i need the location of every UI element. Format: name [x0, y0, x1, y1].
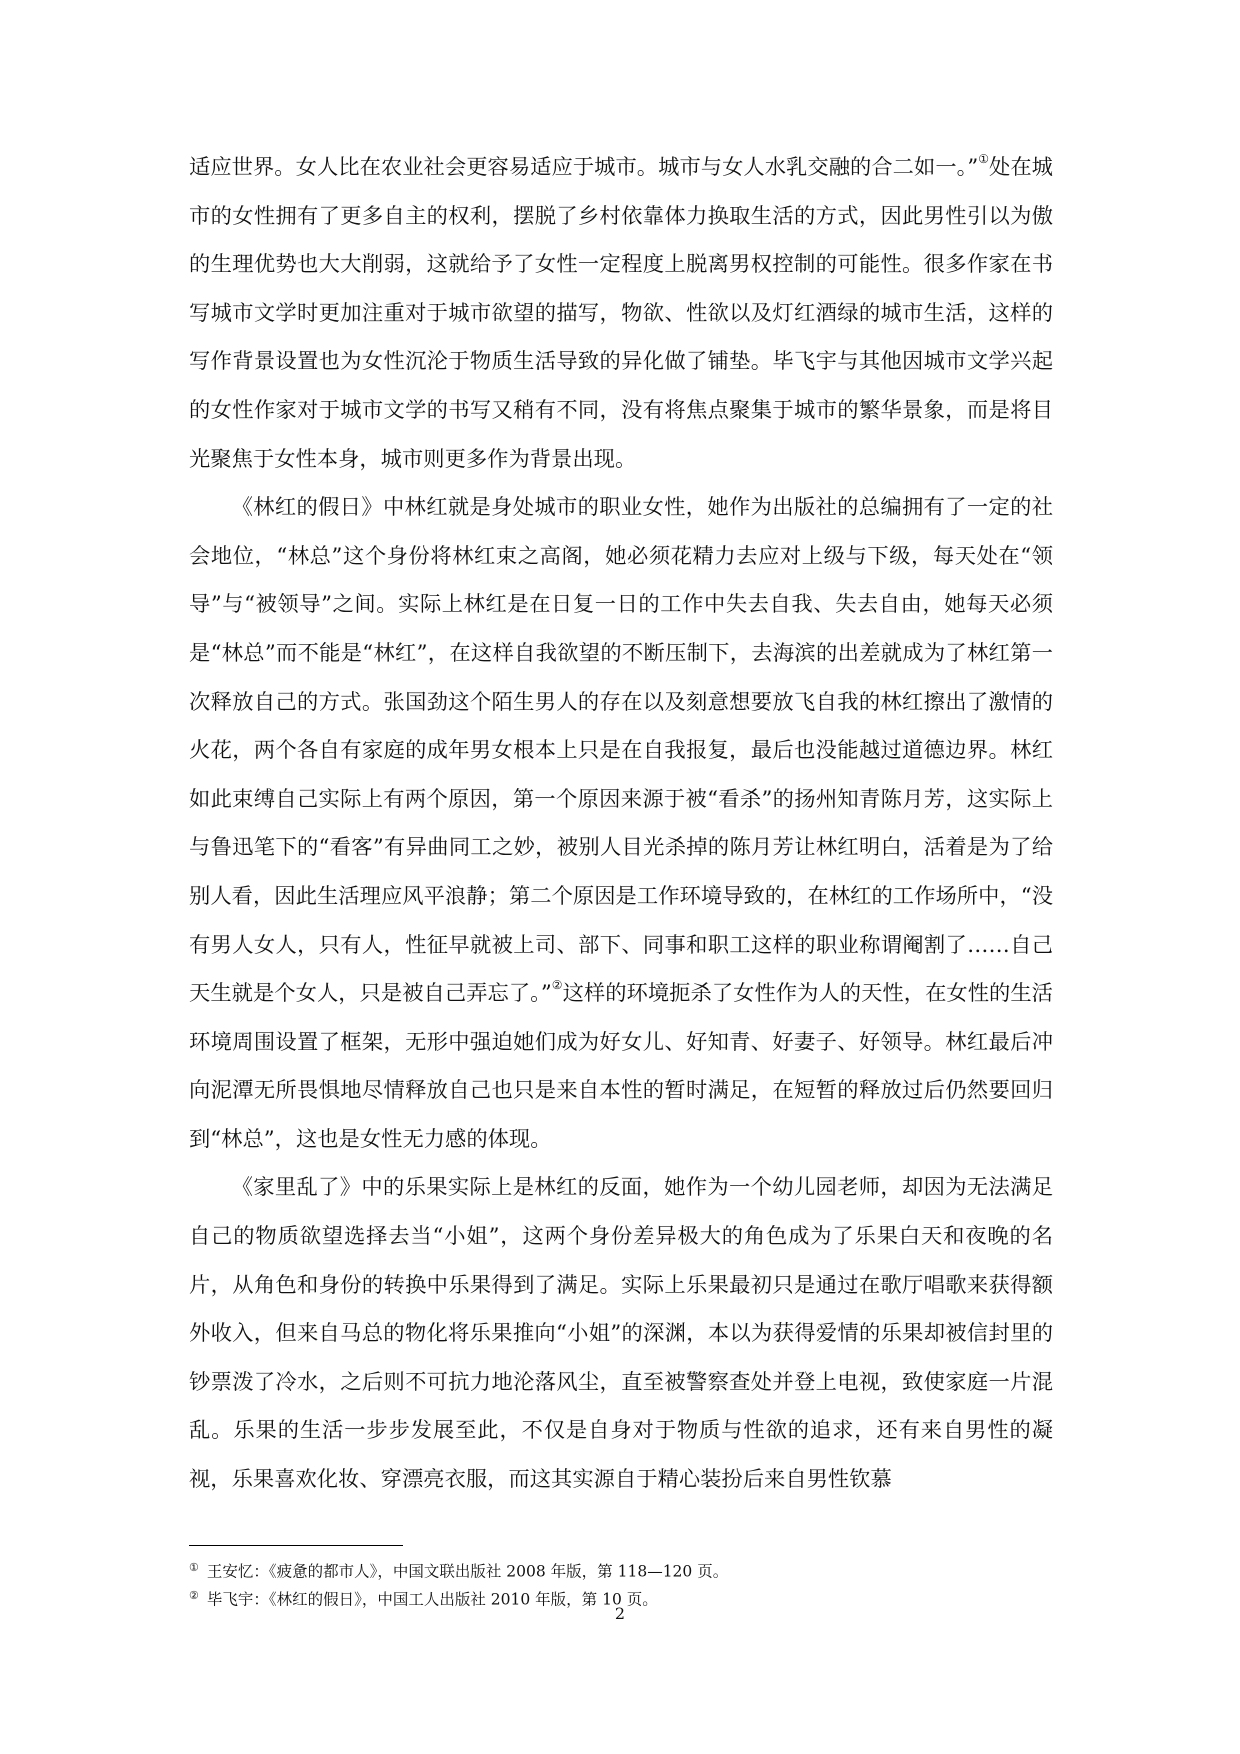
- paragraph-text-tail: 处在城市的女性拥有了更多自主的权利，摆脱了乡村依靠体力换取生活的方式，因此男性引以为傲的生理优势也大大削弱，这就给予了女性一定程度上脱离男权控制的可能性。很多作家在书写城市文学时更加注重对于城市欲望的描写，物欲、性欲以及灯红酒绿的城市生活，这样的写作背景设置也为女性沉沦于物质生活导致的异化做了铺垫。毕飞宇与其他因城市文学兴起的女性作家对于城市文学的书写又稍有不同，没有将焦点聚集于城市的繁华景象，而是将目光聚焦于女性本身，城市则更多作为背景出现。: [189, 155, 1053, 472]
- footnote-ref-2[interactable]: ②: [551, 978, 563, 993]
- footnote-mark: ①: [189, 1561, 199, 1574]
- footnote-ref-1[interactable]: ①: [978, 152, 990, 167]
- paragraph-1: [189, 144, 1053, 484]
- paragraph-text: 适应世界。女人比在农业社会更容易适应于城市。城市与女人水乳交融的合二如一。”: [189, 155, 979, 180]
- paragraph-text: 《林红的假日》中林红就是身处城市的职业女性，她作为出版社的总编拥有了一定的社会地位，“林总”这个身份将林红束之高阁，她必须花精力去应对上级与下级，每天处在“领导”与“被领导”之间。实际上林红是在日复一日的工作中失去自我、失去自由，她每天必须是“林总”而不能是“林红”，在这样自我欲望的不断压制下，去海滨的出差就成为了林红第一次释放自己的方式。张国劲这个陌生男人的存在以及刻意想要放飞自我的林红擦出了激情的火花，两个各自有家庭的成年男女根本上只是在自我报复，最后也没能越过道德边界。林红如此束缚自己实际上有两个原因，第一个原因来源于被“看杀”的扬州知青陈月芳，这实际上与鲁迅笔下的“看客”有异曲同工之妙，被别人目光杀掉的陈月芳让林红明白，活着是为了给别人看，因此生活理应风平浪静；第二个原因是工作环境导致的，在林红的工作场所中，“没有男人女人，只有人，性征早就被上司、部下、同事和职工这样的职业称谓阉割了……自己天生就是个女人，只是被自己弄忘了。”: [189, 495, 1053, 1007]
- footnote-1: [189, 1556, 1053, 1584]
- footnote-text: 王安忆：《疲惫的都市人》，中国文联出版社 2008 年版，第 118—120 页。: [206, 1562, 729, 1581]
- paragraph-text: 《家里乱了》中的乐果实际上是林红的反面，她作为一个幼儿园老师，却因为无法满足自己的物质欲望选择去当“小姐”，这两个身份差异极大的角色成为了乐果白天和夜晚的名片，从角色和身份的转换中乐果得到了满足。实际上乐果最初只是通过在歌厅唱歌来获得额外收入，但来自马总的物化将乐果推向“小姐”的深渊，本以为获得爱情的乐果却被信封里的钞票泼了冷水，之后则不可抗力地沦落风尘，直至被警察查处并登上电视，致使家庭一片混乱。乐果的生活一步步发展至此，不仅是自身对于物质与性欲的追求，还有来自男性的凝视，乐果喜欢化妆、穿漂亮衣服，而这其实源自于精心装扮后来自男性钦慕: [189, 1175, 1053, 1493]
- page-number: 2: [614, 1604, 626, 1623]
- paragraph-2: [189, 484, 1053, 1164]
- footnote-separator: [189, 1545, 403, 1546]
- paragraph-text-tail: 这样的环境扼杀了女性作为人的天性，在女性的生活环境周围设置了框架，无形中强迫她们成为好女儿、好知青、好妻子、好领导。林红最后冲向泥潭无所畏惧地尽情释放自己也只是来自本性的暂时满足，在短暂的释放过后仍然要回归到“林总”，这也是女性无力感的体现。: [189, 981, 1053, 1152]
- body-text: [189, 144, 1053, 1505]
- footnote-text: 毕飞宇：《林红的假日》，中国工人出版社 2010 年版，第 10 页。: [206, 1590, 658, 1608]
- paragraph-3: [189, 1164, 1053, 1504]
- footnote-mark: ②: [189, 1588, 199, 1602]
